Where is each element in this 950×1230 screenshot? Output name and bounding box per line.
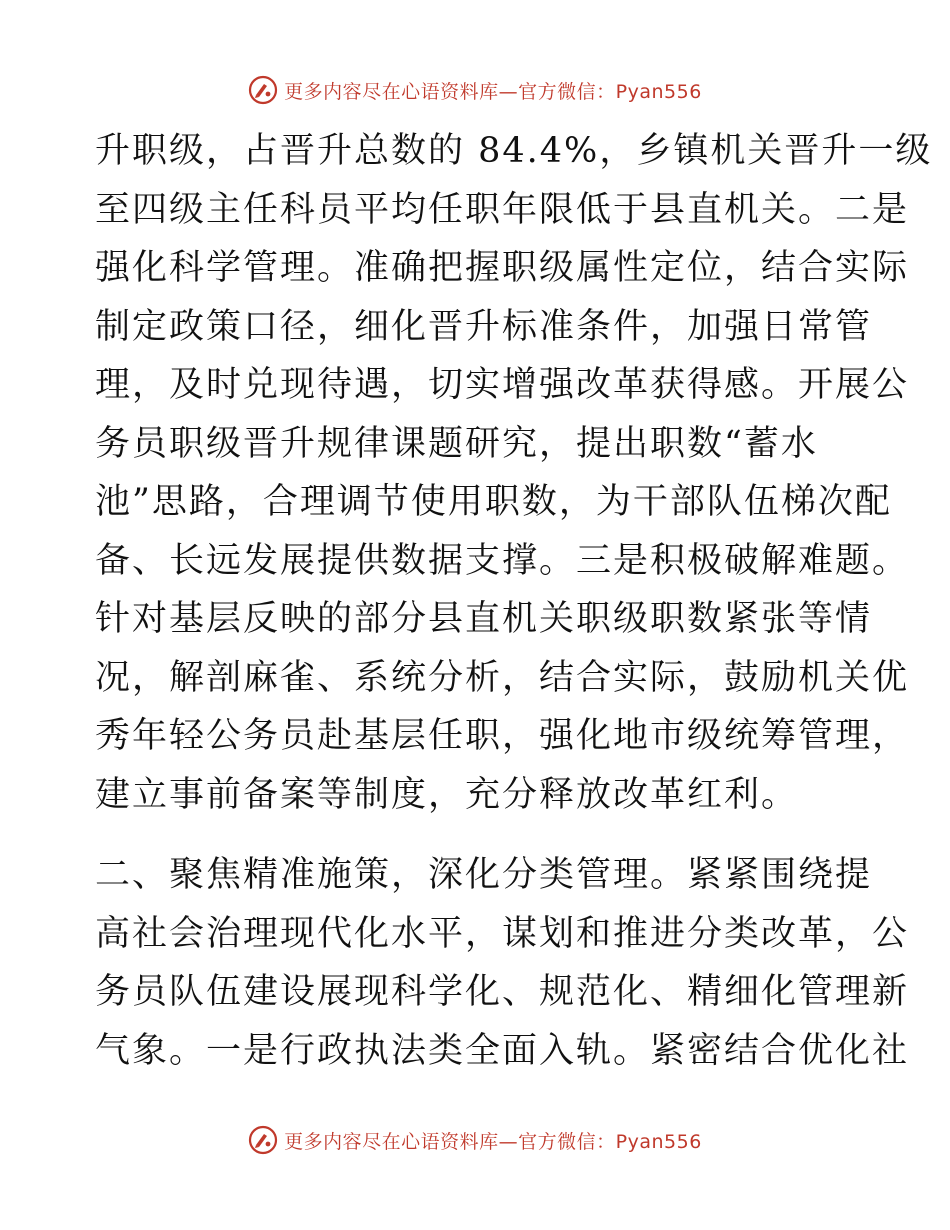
header-banner (0, 70, 950, 110)
text-line: 制定政策口径，细化晋升标准条件，加强日常管 (95, 306, 873, 347)
header-banner-text: 更多内容尽在心语资料库—官方微信：Pyan556 (284, 80, 702, 103)
footer-banner-text: 更多内容尽在心语资料库—官方微信：Pyan556 (284, 1130, 702, 1153)
header-banner-inner (248, 75, 702, 105)
text-line: 秀年轻公务员赴基层任职，强化地市级统筹管理， (95, 716, 910, 756)
text-line: 高社会治理现代化水平，谋划和推进分类改革，公 (95, 913, 910, 954)
text-line: 理，及时兑现待遇，切实增强改革获得感。开展公 (95, 365, 910, 405)
text-line: 备、长远发展提供数据支撑。三是积极破解难题。 (95, 540, 910, 581)
paragraph-1 (95, 122, 933, 824)
text-line: 池”思路，合理调节使用职数，为干部队伍梯次配 (95, 482, 892, 522)
text-line: 建立事前备案等制度，充分释放改革红利。 (95, 774, 799, 815)
book-pen-logo-icon (248, 75, 278, 105)
text-line: 针对基层反映的部分县直机关职级职数紧张等情 (95, 599, 873, 639)
text-line: 二、聚焦精准施策，深化分类管理。紧紧围绕提 (95, 855, 873, 895)
text-line: 务员队伍建设展现科学化、规范化、精细化管理新 (95, 972, 910, 1012)
paragraph-2 (95, 846, 910, 1080)
text-line: 气象。一是行政执法类全面入轨。紧密结合优化社 (95, 1030, 910, 1071)
paragraph-gap (95, 824, 855, 846)
text-line: 升职级，占晋升总数的 84.4%，乡镇机关晋升一级 (95, 131, 933, 171)
footer-banner-inner (248, 1125, 702, 1155)
text-line: 况，解剖麻雀、系统分析，结合实际，鼓励机关优 (95, 657, 910, 698)
book-pen-logo-icon (248, 1125, 278, 1155)
document-body (95, 122, 933, 1080)
text-line: 至四级主任科员平均任职年限低于县直机关。二是 (95, 189, 910, 230)
text-line: 强化科学管理。准确把握职级属性定位，结合实际 (95, 248, 910, 288)
footer-banner (0, 1120, 950, 1160)
text-line: 务员职级晋升规律课题研究，提出职数“蓄水 (95, 423, 818, 464)
